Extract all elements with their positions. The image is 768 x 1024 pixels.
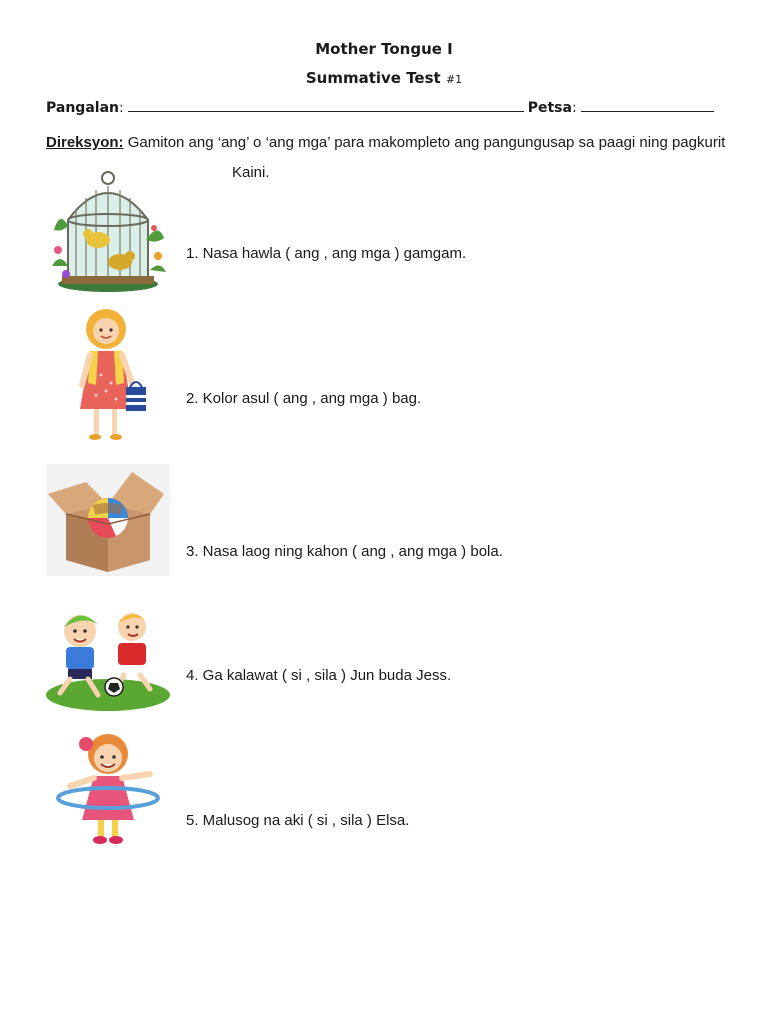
- test-number: #1: [445, 73, 463, 86]
- name-label: Pangalan:: [46, 100, 124, 116]
- question-text-5: 5. Malusog na aki ( si , sila ) Elsa.: [186, 812, 410, 829]
- directions-continuation: Kaini.: [232, 164, 270, 181]
- name-blank[interactable]: [128, 97, 524, 112]
- page-title: Mother Tongue I: [315, 40, 453, 58]
- ball-in-box-image: [46, 464, 170, 576]
- birdcage-image: [46, 170, 170, 294]
- question-text-2: 2. Kolor asul ( ang , ang mga ) bag.: [186, 390, 422, 407]
- question-text-4: 4. Ga kalawat ( si , sila ) Jun buda Jess.: [186, 667, 452, 684]
- question-item-3: [46, 464, 726, 588]
- name-date-line: [46, 97, 718, 116]
- directions-text: Gamiton ang ‘ang’ o ‘ang mga’ para makompleto ang pangungusap sa paagi ning pagkurit: [123, 134, 726, 151]
- question-item-2: [46, 305, 726, 429]
- subtitle-text: Summative Test: [305, 69, 446, 87]
- girl-hula-hoop-image: [46, 728, 170, 848]
- girl-with-bag-image: [46, 305, 170, 445]
- date-blank[interactable]: [581, 97, 714, 112]
- directions-label: Direksyon:: [46, 134, 124, 151]
- question-item-4: [46, 603, 726, 727]
- page-subtitle: [0, 69, 768, 87]
- date-label: Petsa:: [527, 100, 577, 116]
- boys-soccer-image: [46, 603, 170, 711]
- question-text-1: 1. Nasa hawla ( ang , ang mga ) gamgam.: [186, 245, 467, 262]
- question-item-1: [46, 170, 726, 294]
- question-text-3: 3. Nasa laog ning kahon ( ang , ang mga ) bola.: [186, 543, 503, 560]
- question-item-5: [46, 728, 726, 852]
